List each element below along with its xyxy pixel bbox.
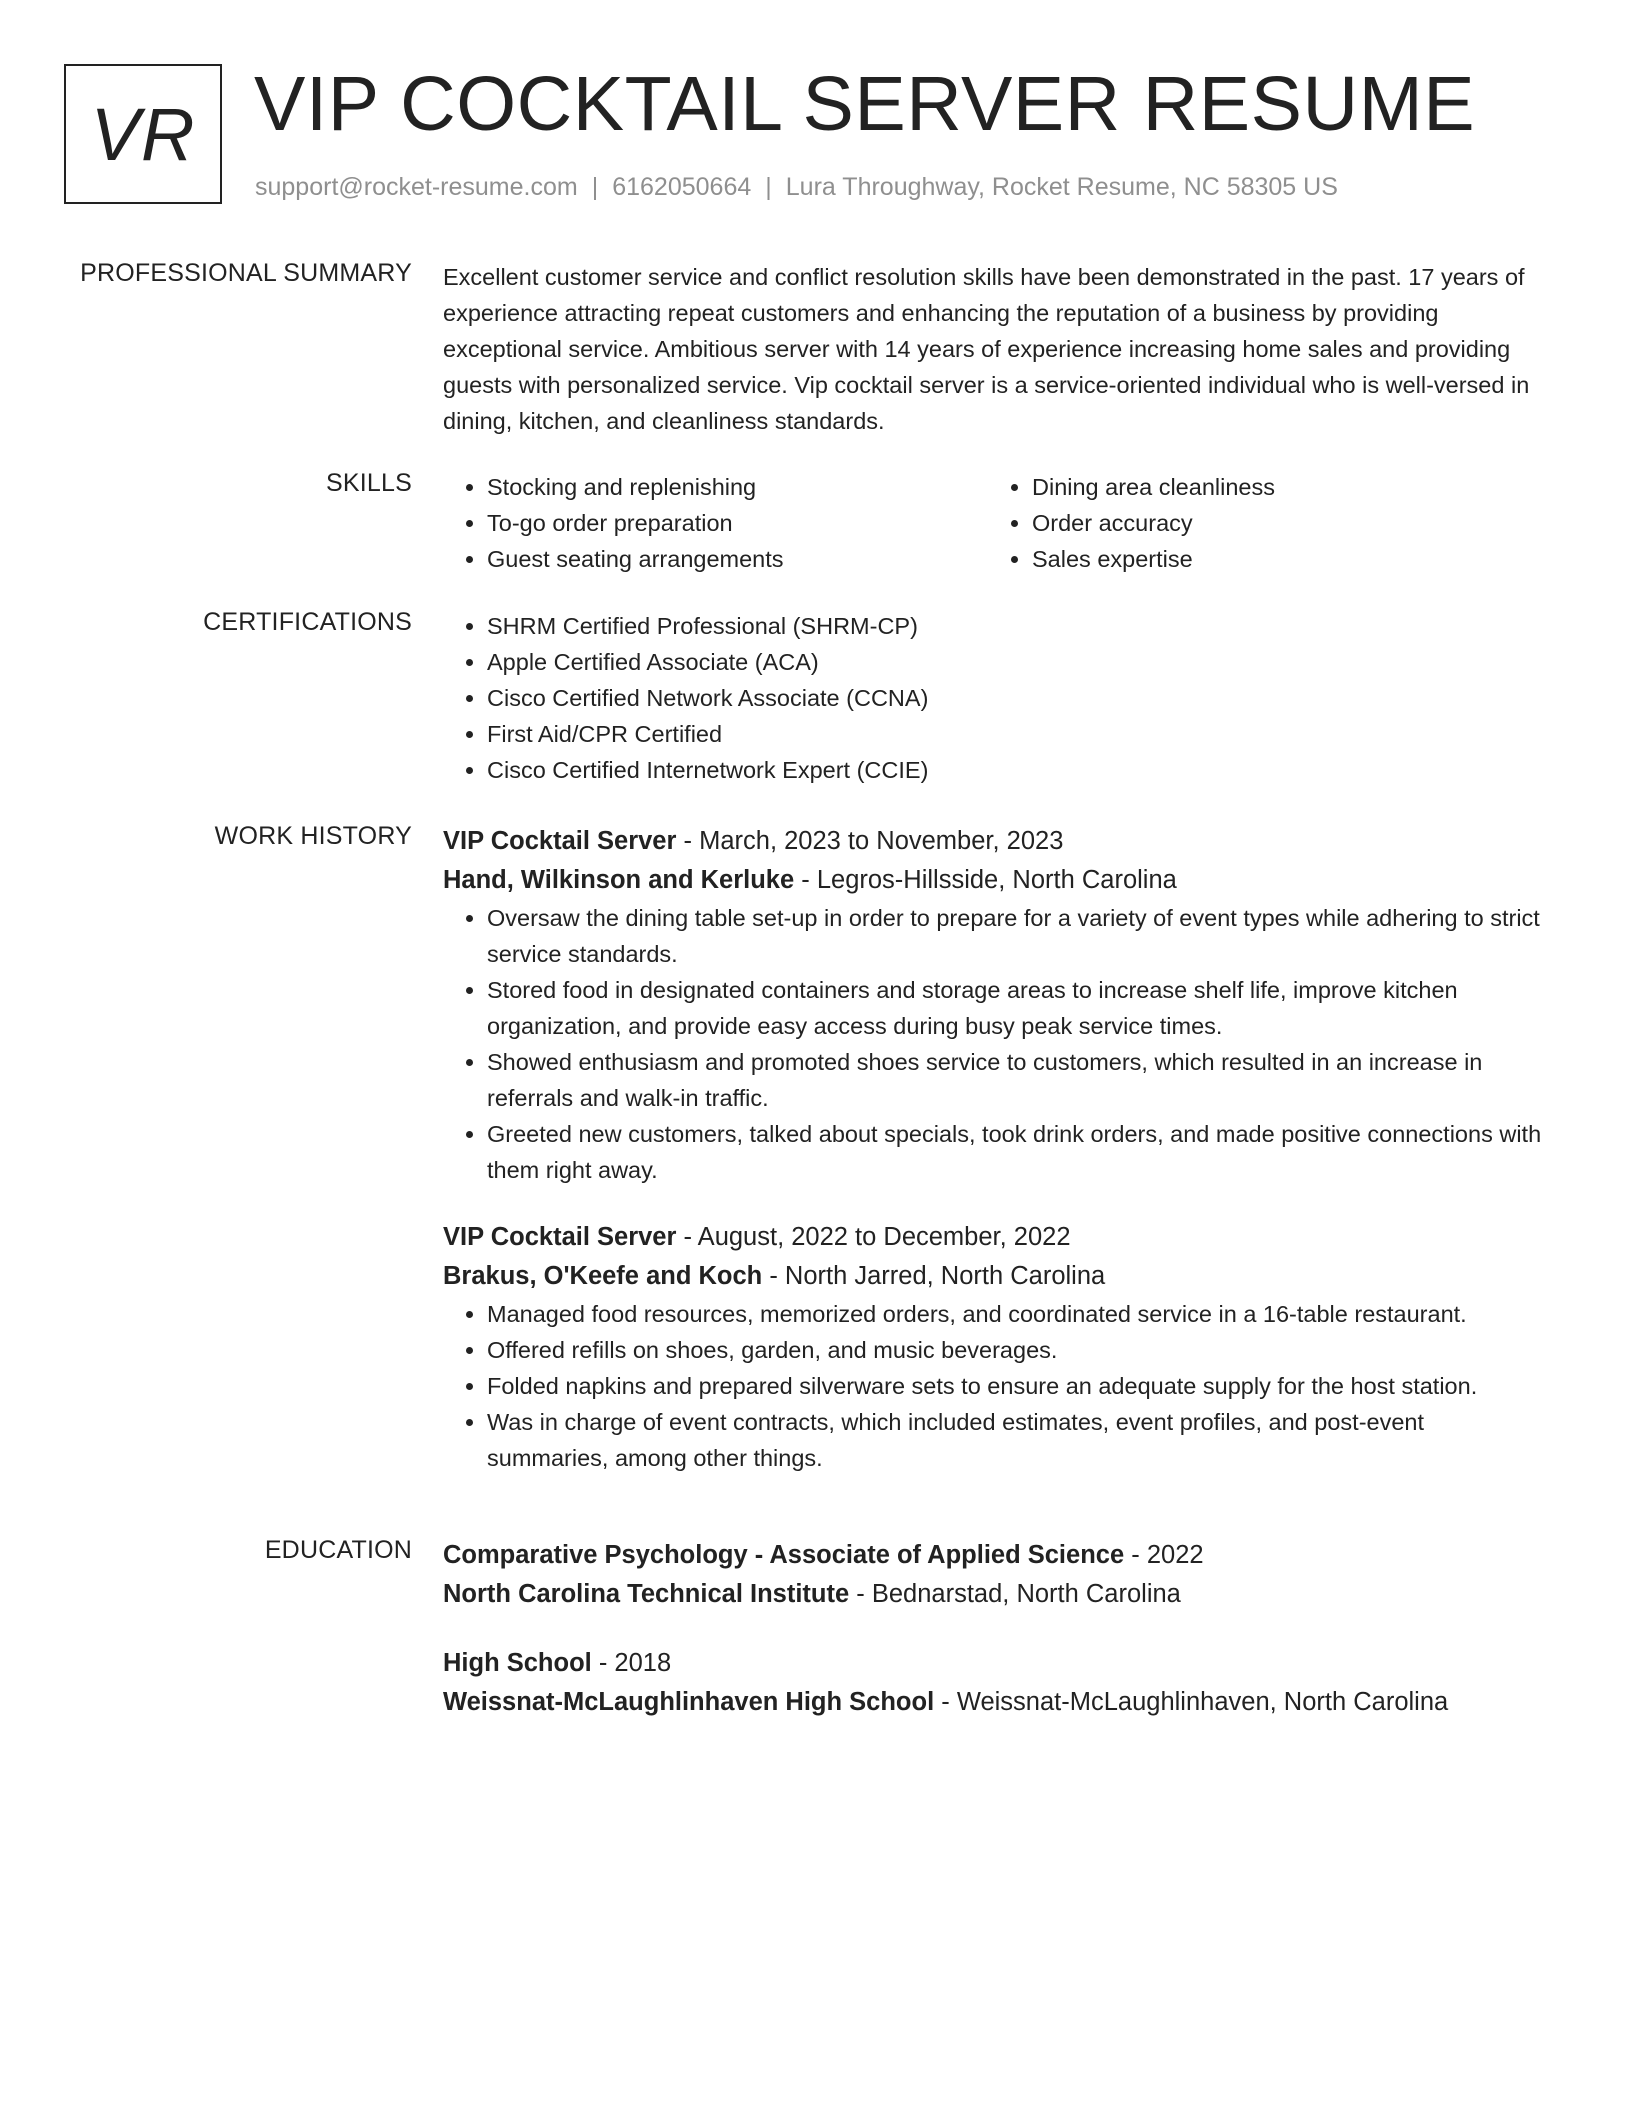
job-company: Hand, Wilkinson and Kerluke — [443, 866, 795, 894]
job-bullets — [443, 900, 1543, 1188]
contact-line — [255, 173, 1338, 202]
section-label-education: EDUCATION — [264, 1536, 412, 1564]
education-degree: High School — [443, 1649, 592, 1677]
contact-phone[interactable]: 6162050664 — [612, 173, 752, 201]
education-degree-line — [443, 1644, 1543, 1683]
education-school: North Carolina Technical Institute — [443, 1580, 850, 1608]
certification-item: • Apple Certified Associate (ACA) — [487, 644, 1543, 680]
job-bullet: • Oversaw the dining table set-up in order to prepare for a variety of event types while adhering to strict service standards. — [487, 900, 1543, 972]
education-degree: Comparative Psychology - Associate of Applied Science — [443, 1541, 1125, 1569]
job-title-line — [443, 1218, 1543, 1257]
education-location: - Weissnat-McLaughlinhaven, North Carolina — [941, 1688, 1449, 1716]
section-label-certifications: CERTIFICATIONS — [203, 608, 412, 636]
education-location: - Bednarstad, North Carolina — [856, 1580, 1181, 1608]
contact-separator: | — [765, 173, 772, 201]
job-bullet: • Folded napkins and prepared silverware sets to ensure an adequate supply for the host station. — [487, 1368, 1543, 1404]
education-school: Weissnat-McLaughlinhaven High School — [443, 1688, 935, 1716]
job-dates: - August, 2022 to December, 2022 — [683, 1223, 1071, 1251]
contact-email[interactable]: support@rocket-resume.com — [255, 173, 578, 201]
job-bullet: • Managed food resources, memorized orders, and coordinated service in a 16-table restaurant. — [487, 1296, 1543, 1332]
monogram-logo: VR — [64, 64, 222, 204]
education-body — [443, 1536, 1543, 1722]
skills-list — [443, 469, 1543, 577]
job-company: Brakus, O'Keefe and Koch — [443, 1262, 763, 1290]
certification-item: • SHRM Certified Professional (SHRM-CP) — [487, 608, 1543, 644]
skill-item: • Order accuracy — [1032, 505, 1488, 541]
job-bullet: • Was in charge of event contracts, which included estimates, event profiles, and post-event summaries, among other things. — [487, 1404, 1543, 1476]
education-entry — [443, 1644, 1543, 1722]
certification-item: • Cisco Certified Network Associate (CCNA) — [487, 680, 1543, 716]
education-school-line — [443, 1575, 1543, 1614]
job-title: VIP Cocktail Server — [443, 827, 677, 855]
certification-item: • First Aid/CPR Certified — [487, 716, 1543, 752]
job-company-line — [443, 861, 1543, 900]
section-label-skills: SKILLS — [326, 469, 412, 497]
job-entry — [443, 1218, 1543, 1476]
summary-text: Excellent customer service and conflict resolution skills have been demonstrated in the past. 17 years of experience attracting repeat customers and enhancing the reputation of a business by providing exceptional service. Ambitious server with 14 years of experience increasing home sales and providing guests with personalized service. Vip cocktail server is a service-oriented individual who is well-versed in dining, kitchen, and cleanliness standards. — [443, 264, 1530, 434]
skill-item: • Sales expertise — [1032, 541, 1488, 577]
skill-item: • Dining area cleanliness — [1032, 469, 1488, 505]
job-bullets — [443, 1296, 1543, 1476]
job-location: - Legros-Hillsside, North Carolina — [801, 866, 1177, 894]
section-label-summary: PROFESSIONAL SUMMARY — [80, 259, 412, 287]
education-school-line — [443, 1683, 1543, 1722]
resume-header — [64, 61, 1564, 210]
page-title: VIP COCKTAIL SERVER RESUME — [254, 61, 1476, 147]
skills-column-2 — [988, 469, 1488, 577]
work-history-body — [443, 822, 1543, 1476]
job-bullet: • Greeted new customers, talked about specials, took drink orders, and made positive connections with them right away. — [487, 1116, 1543, 1188]
education-year: - 2018 — [598, 1649, 672, 1677]
job-bullet: • Offered refills on shoes, garden, and music beverages. — [487, 1332, 1543, 1368]
job-bullet: • Showed enthusiasm and promoted shoes service to customers, which resulted in an increase in referrals and walk-in traffic. — [487, 1044, 1543, 1116]
education-entry — [443, 1536, 1543, 1614]
section-label-work-history: WORK HISTORY — [214, 822, 412, 850]
contact-separator: | — [591, 173, 599, 201]
job-company-line — [443, 1257, 1543, 1296]
skill-item: • Stocking and replenishing — [487, 469, 988, 505]
certifications-list — [443, 608, 1543, 788]
job-location: - North Jarred, North Carolina — [769, 1262, 1106, 1290]
contact-address: Lura Throughway, Rocket Resume, NC 58305 US — [785, 173, 1338, 201]
job-title-line — [443, 822, 1543, 861]
skills-column-1 — [443, 469, 988, 577]
job-entry — [443, 822, 1543, 1188]
education-year: - 2022 — [1131, 1541, 1204, 1569]
job-title: VIP Cocktail Server — [443, 1223, 677, 1251]
skill-item: • To-go order preparation — [487, 505, 988, 541]
education-degree-line — [443, 1536, 1543, 1575]
certification-item: • Cisco Certified Internetwork Expert (CCIE) — [487, 752, 1543, 788]
job-dates: - March, 2023 to November, 2023 — [683, 827, 1064, 855]
job-bullet: • Stored food in designated containers and storage areas to increase shelf life, improve kitchen organization, and provide easy access during busy peak service times. — [487, 972, 1543, 1044]
skill-item: • Guest seating arrangements — [487, 541, 988, 577]
